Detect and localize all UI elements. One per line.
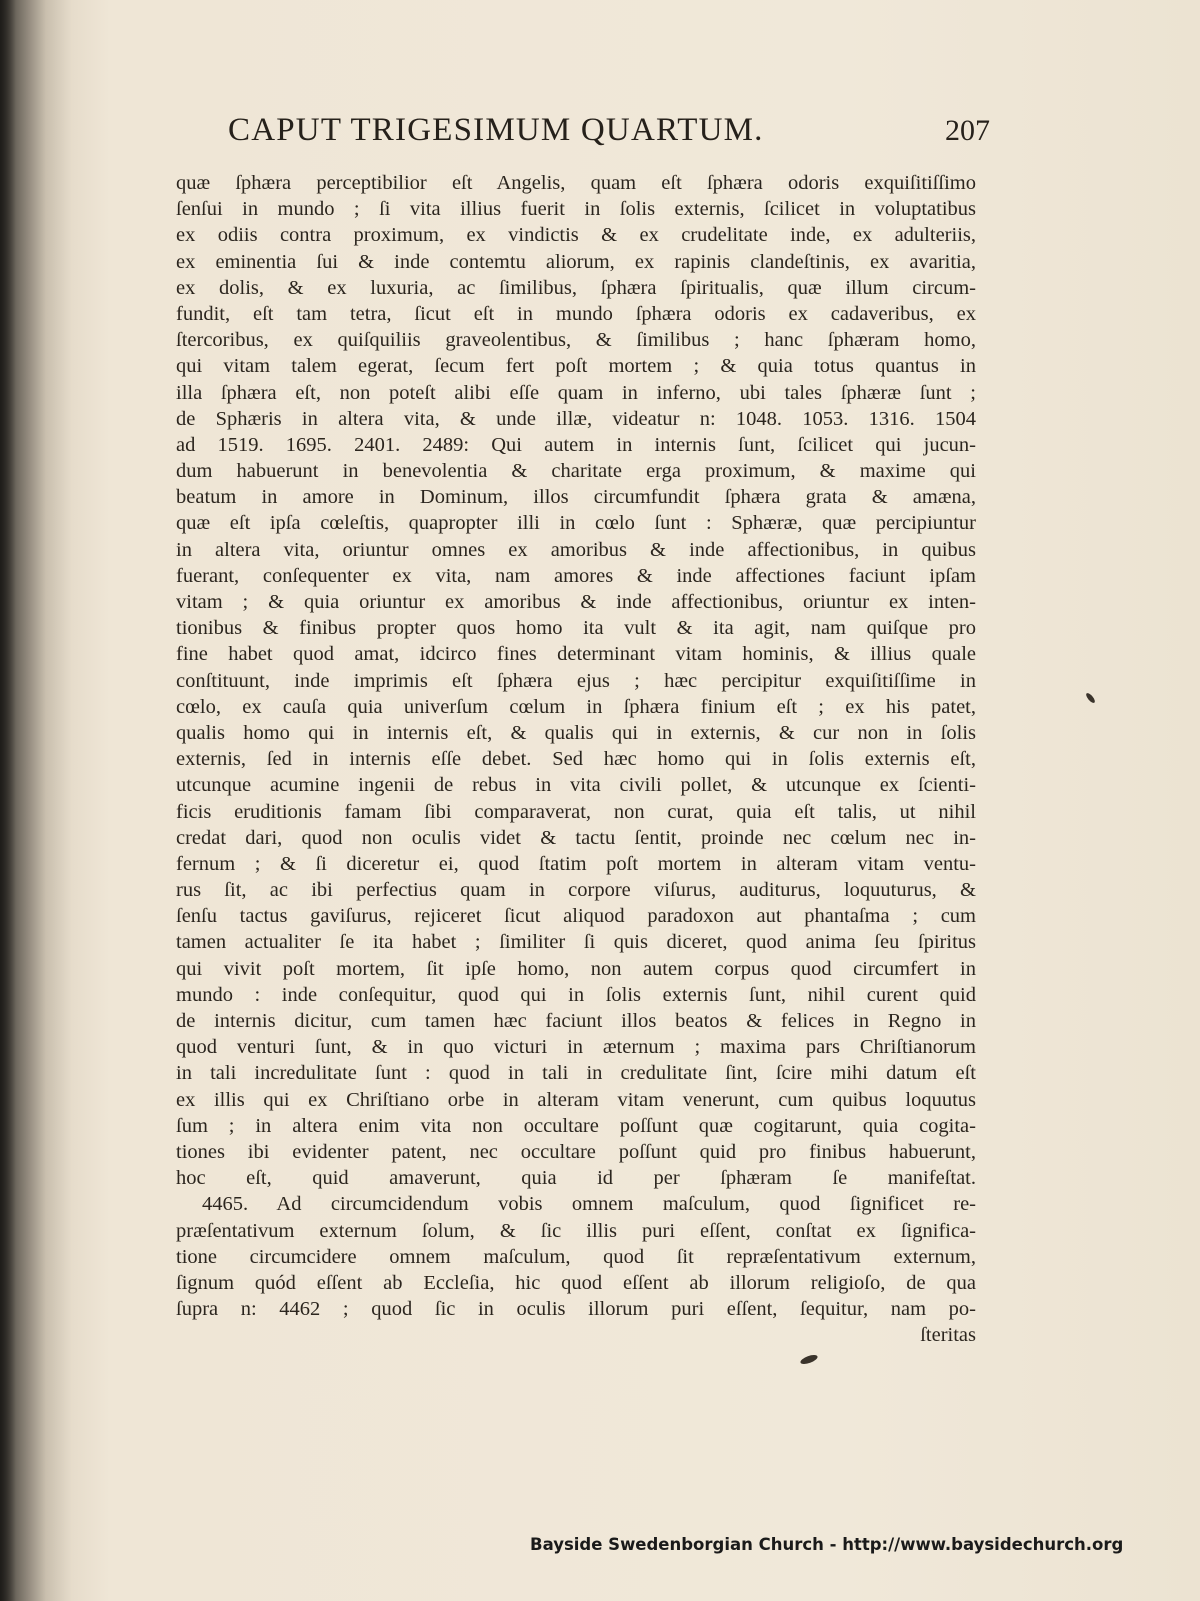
text-line: rus ſit, ac ibi perfectius quam in corpore viſurus, auditurus, loquuturus, & <box>176 879 976 902</box>
text-line: quæ ſphæra perceptibilior eſt Angelis, quam eſt ſphæra odoris exquiſitiſſimo <box>176 172 976 194</box>
text-line: utcunque acumine ingenii de rebus in vita civili pollet, & utcunque ex ſcienti- <box>176 774 976 797</box>
text-line: ſupra n: 4462 ; quod ſic in oculis illorum puri eſſent, ſequitur, nam po- <box>176 1298 976 1321</box>
text-line: cœlo, ex cauſa quia univerſum cœlum in ſphæra finium eſt ; ex his patet, <box>176 695 976 718</box>
text-line: ex illis qui ex Chriſtiano orbe in alteram vitam venerunt, cum quibus loquutus <box>176 1088 976 1111</box>
text-line: externis, ſed in internis eſſe debet. Sed hæc homo qui in ſolis externis eſt, <box>176 748 976 771</box>
text-line: in tali incredulitate ſunt : quod in tali in credulitate ſint, ſcire mihi datum eſt <box>176 1062 976 1085</box>
text-line: ſenſui in mundo ; ſi vita illius fuerit in ſolis externis, ſcilicet in voluptatibus <box>176 198 976 221</box>
text-line: credat dari, quod non oculis videt & tactu ſentit, proinde nec cœlum nec in- <box>176 826 976 849</box>
text-line: fernum ; & ſi diceretur ei, quod ſtatim poſt mortem in alteram vitam ventu- <box>176 852 976 875</box>
text-line: qui vivit poſt mortem, ſit ipſe homo, non autem corpus quod circumfert in <box>176 957 976 980</box>
text-line: in altera vita, oriuntur omnes ex amoribus & inde affectionibus, in quibus <box>176 538 976 561</box>
text-line: ſum ; in altera enim vita non occultare poſſunt quæ cogitarunt, quia cogita- <box>176 1114 976 1137</box>
text-line: quæ eſt ipſa cœleſtis, quapropter illi in cœlo ſunt : Sphæræ, quæ percipiuntur <box>176 512 976 535</box>
text-line: hoc eſt, quid amaverunt, quia id per ſphæram ſe manifeſtat. <box>176 1167 976 1190</box>
text-line: ex odiis contra proximum, ex vindictis & ex crudelitate inde, ex adulteriis, <box>176 224 976 247</box>
text-line: ſtercoribus, ex quiſquiliis graveolentibus, & ſimilibus ; hanc ſphæram homo, <box>176 329 976 352</box>
text-line: ad 1519. 1695. 2401. 2489: Qui autem in internis ſunt, ſcilicet qui jucun- <box>176 433 976 456</box>
ink-blot <box>799 1353 818 1366</box>
ink-blot <box>1085 692 1097 704</box>
text-line: qualis homo qui in internis eſt, & qualis qui in externis, & cur non in ſolis <box>176 721 976 744</box>
body-text <box>176 170 976 1348</box>
text-line: ſignum quód eſſent ab Eccleſia, hic quod eſſent ab illorum religioſo, de qua <box>176 1271 976 1294</box>
text-line: qui vitam talem egerat, ſecum fert poſt mortem ; & quia totus quantus in <box>176 355 976 378</box>
text-line: tiones ibi evidenter patent, nec occultare poſſunt quid pro finibus habuerunt, <box>176 1140 976 1163</box>
text-line: tamen actualiter ſe ita habet ; ſimiliter ſi quis diceret, quod anima ſeu ſpiritus <box>176 931 976 954</box>
text-line: ſteritas <box>920 1324 976 1347</box>
text-line: ſenſu tactus gaviſurus, rejiceret ſicut aliquod paradoxon aut phantaſma ; cum <box>176 905 976 928</box>
text-line: tione circumcidere omnem maſculum, quod ſit repræſentativum externum, <box>176 1245 976 1268</box>
text-line: de internis dicitur, cum tamen hæc faciunt illos beatos & felices in Regno in <box>176 1010 976 1032</box>
text-line: præſentativum externum ſolum, & ſic illis puri eſſent, conſtat ex ſignifica- <box>176 1219 976 1242</box>
text-line: beatum in amore in Dominum, illos circumfundit ſphæra grata & amæna, <box>176 486 976 509</box>
text-line: conſtituunt, inde imprimis eſt ſphæra ejus ; hæc percipitur exquiſitiſſime in <box>176 669 976 692</box>
text-line: 4465. Ad circumcidendum vobis omnem maſculum, quod ſignificet re- <box>202 1193 976 1216</box>
text-line: fine habet quod amat, idcirco fines determinant vitam hominis, & illius quale <box>176 643 976 666</box>
footer-credit: Bayside Swedenborgian Church - http://www.baysidechurch.org <box>530 1535 1124 1554</box>
text-line: illa ſphæra eſt, non poteſt alibi eſſe quam in inferno, ubi tales ſphæræ ſunt ; <box>176 381 976 404</box>
chapter-title: CAPUT TRIGESIMUM QUARTUM. <box>228 112 764 148</box>
text-line: ficis eruditionis famam ſibi comparaverat, non curat, quia eſt talis, ut nihil <box>176 800 976 823</box>
text-line: tionibus & finibus propter quos homo ita vult & ita agit, nam quiſque pro <box>176 617 976 640</box>
text-line: dum habuerunt in benevolentia & charitate erga proximum, & maxime qui <box>176 460 976 483</box>
page-number: 207 <box>945 114 990 147</box>
text-line: mundo : inde conſequitur, quod qui in ſolis externis ſunt, nihil curent quid <box>176 983 976 1006</box>
text-line: ex eminentia ſui & inde contemtu aliorum, ex rapinis clandeſtinis, ex avaritia, <box>176 250 976 273</box>
text-line: fundit, eſt tam tetra, ſicut eſt in mundo ſphæra odoris ex cadaveribus, ex <box>176 302 976 325</box>
spine-shadow <box>0 0 16 1601</box>
text-line: ex dolis, & ex luxuria, ac ſimilibus, ſphæra ſpiritualis, quæ illum circum- <box>176 276 976 299</box>
running-header <box>228 112 990 164</box>
text-line: de Sphæris in altera vita, & unde illæ, videatur n: 1048. 1053. 1316. 1504 <box>176 407 976 430</box>
text-line: quod venturi ſunt, & in quo victuri in æternum ; maxima pars Chriſtianorum <box>176 1036 976 1059</box>
text-line: fuerant, conſequenter ex vita, nam amores & inde affectiones faciunt ipſam <box>176 564 976 587</box>
text-line: vitam ; & quia oriuntur ex amoribus & inde affectionibus, oriuntur ex inten- <box>176 591 976 613</box>
